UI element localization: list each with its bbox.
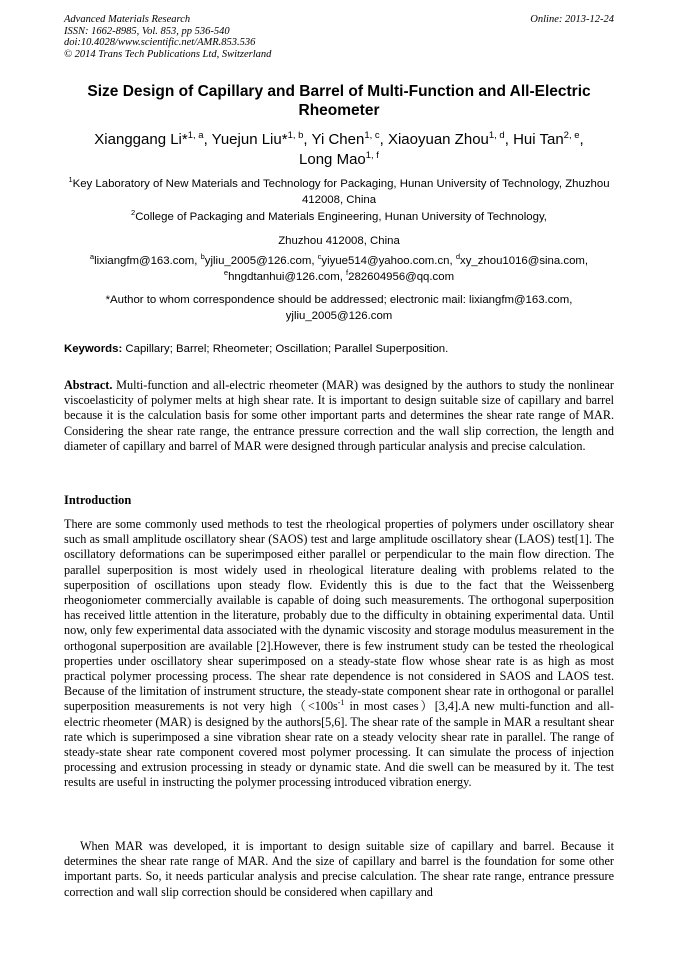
author-affiliation-mark: 1, b	[287, 130, 304, 141]
email-mark: a	[89, 252, 95, 262]
abstract	[64, 378, 614, 454]
affiliation-mark: 2	[131, 208, 136, 218]
online-date-text: Online: 2013-12-24	[530, 14, 614, 25]
email-address[interactable]: hngdtanhui@126.com,	[228, 271, 347, 283]
email-address[interactable]: 282604956@qq.com	[348, 271, 455, 283]
correspondence-note: *Author to whom correspondence should be addressed; electronic mail: lixiangfm@163.com, yjliu_2005@126.com	[105, 294, 573, 322]
journal-name: Advanced Materials Research	[64, 14, 191, 25]
online-date	[530, 14, 614, 26]
author-name: Yi Chen	[311, 131, 365, 148]
paragraph-text: in most cases）[3,4].A new multi-function and all-electric rheometer (MAR) is designed by the authors[5,6]. The shear rate of the sample in MAR a resultant shear rate which is superimposed a sine vibration shear rate on a steady velocity shear rate in parallel. The range of steady-state shear rate component covered most polymer processing. It can simulate the process of injection processing and extrusion processing in steady or dynamic state. And die swell can be measured by it. The test results are useful in instructing the polymer processing introduced vibration energy.	[64, 699, 614, 790]
email-mark: e	[223, 268, 229, 278]
author-separator: ,	[579, 131, 584, 148]
author-separator: ,	[504, 131, 514, 148]
paragraph-text: There are some commonly used methods to test the rheological properties of polymers under oscillatory shear such as small amplitude oscillatory shear (SAOS) test and large amplitude oscillatory shear (LAOS) test[1]. The oscillatory deformations can be superimposed either parallel or perpendicular to the main flow direction. The parallel superposition is most widely used in rheological literature dealing with problems related to the superposition of oscillations upon steady flow. Evidently this is due to the fact that the Weissenberg rheogoniometer commercially available is capable of doing such measurements. The orthogonal superposition has received little attention in the literature, probably due to the difficulty in obtaining experimental data. Until now, only few experimental data associated with the dynamic viscosity and storage modulus measurement in the orthogonal superposition are available [2].However, there is few instrument study can be tested the rheological properties under oscillatory shear superimposed on a steady-state flow whose shear rate is as high as most practical polymer processing process. The shear rate dependence is not considered in SAOS and LAOS test. Because of the limitation of instrument structure, the steady-state component shear rate in orthogonal or parallel superposition measurements is not very high（<100s	[64, 517, 614, 714]
author-name: Xianggang Li*	[94, 131, 188, 148]
author-affiliation-mark: 1, f	[365, 150, 379, 161]
author-name: Long Mao	[299, 151, 366, 168]
introduction-paragraph-1	[64, 517, 614, 791]
issn-line: ISSN: 1662-8985, Vol. 853, pp 536-540	[64, 25, 230, 37]
email-address[interactable]: xy_zhou1016@sina.com,	[460, 255, 589, 267]
journal-header	[64, 14, 271, 60]
author-separator: ,	[303, 131, 312, 148]
keywords-text: Capillary; Barrel; Rheometer; Oscillation; Parallel Superposition.	[122, 343, 449, 355]
email-mark: f	[346, 268, 349, 278]
affiliation-text: College of Packaging and Materials Engineering, Hunan University of Technology,	[135, 211, 547, 223]
affiliation-mark: 1	[68, 175, 73, 185]
email-address[interactable]: lixiangfm@163.com,	[94, 255, 201, 267]
author-separator: ,	[203, 131, 212, 148]
paper-title: Size Design of Capillary and Barrel of Multi-Function and All-Electric Rheometer	[87, 83, 591, 119]
author-list	[64, 130, 614, 170]
unit-exponent: -1	[337, 698, 345, 708]
doi-line[interactable]: doi:10.4028/www.scientific.net/AMR.853.536	[64, 37, 256, 48]
author-name: Hui Tan	[513, 131, 564, 148]
copyright-line: © 2014 Trans Tech Publications Ltd, Switzerland	[64, 48, 272, 60]
author-separator: ,	[379, 131, 388, 148]
author-affiliation-mark: 1, d	[488, 130, 505, 141]
author-affiliation-mark: 1, a	[187, 130, 204, 141]
abstract-text: Multi-function and all-electric rheometer (MAR) was designed by the authors to study the nonlinear viscoelasticity of polymer melts at high shear rate. It is important to design suitable size of capillary and barrel because it is the calculation basis for some other important parts and determines the shear rate range of MAR. Considering the shear rate range, the entrance pressure correction and the wall slip correction, the length and diameter of capillary and barrel of MAR were designed through particular analysis and precise calculation.	[64, 378, 614, 453]
introduction-paragraph-2: When MAR was developed, it is important to design suitable size of capillary and barrel. Because it determines the shear rate range of MAR. And the size of capillary and barrel is the foundation for some other important parts. So, it needs particular analysis and precise calculation. The shear rate range, entrance pressure correction and wall slip correction should be considered when capillary and	[64, 839, 614, 899]
email-mark: d	[455, 252, 460, 262]
section-heading-introduction: Introduction	[64, 493, 132, 507]
abstract-label: Abstract.	[64, 378, 113, 392]
email-mark: b	[200, 252, 205, 262]
affiliation-2-city: Zhuzhou 412008, China	[278, 235, 400, 247]
author-name: Yuejun Liu*	[211, 131, 288, 148]
email-address[interactable]: yjliu_2005@126.com,	[204, 255, 318, 267]
keywords	[64, 342, 614, 357]
affiliation-1	[64, 176, 614, 208]
author-name: Xiaoyuan Zhou	[387, 131, 489, 148]
email-mark: c	[317, 252, 322, 262]
author-affiliation-mark: 1, c	[364, 130, 380, 141]
affiliation-2	[64, 209, 614, 225]
keywords-label: Keywords:	[64, 343, 123, 355]
email-list	[64, 253, 614, 285]
email-address[interactable]: yiyue514@yahoo.com.cn,	[321, 255, 456, 267]
author-affiliation-mark: 2, e	[563, 130, 580, 141]
affiliation-text: Key Laboratory of New Materials and Technology for Packaging, Hunan University of Technology, Zhuzhou 412008, China	[72, 178, 610, 206]
